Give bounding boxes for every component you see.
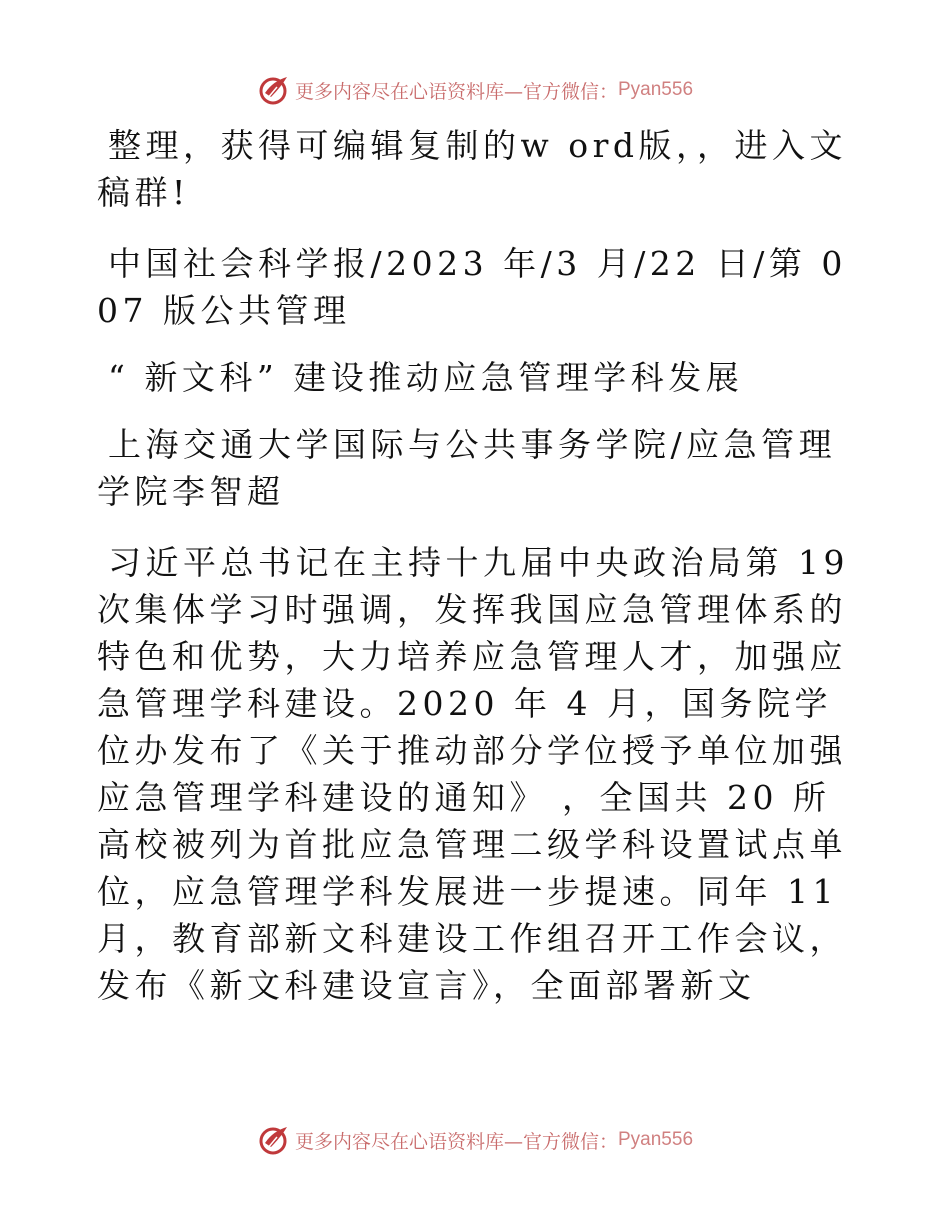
footer-watermark bbox=[0, 1120, 950, 1160]
watermark-wechat-id: Pyan556 bbox=[618, 79, 694, 100]
watermark-wechat-id: Pyan556 bbox=[618, 1129, 694, 1150]
quill-logo-icon bbox=[257, 1123, 291, 1157]
intro-text: 整理，获得可编辑复制的w ord版，，进入文稿群! bbox=[97, 126, 848, 212]
source-line: 中国社会科学报/2023 年/3 月/22 日/第 007 版公共管理 bbox=[97, 244, 847, 330]
body-paragraph: 习近平总书记在主持十九届中央政治局第 19 次集体学习时强调，发挥我国应急管理体系的特色和优势，大力培养应急管理人才，加强应急管理学科建设。2020 年 4 月，国务院学位办发布了《关于推动部分学位授予单位加强应急管理学科建设的通知》 ，全国共 20 所高校被列为首批应急管理二级学科设置试点单位，应急管理学科发展进一步提速。同年 11 月，教育部新文科建设工作组召开工作会议，发布《新文科建设宣言》，全面部署新文 bbox=[97, 543, 849, 1005]
watermark-site-text: 更多内容尽在心语资料库—官方微信： bbox=[294, 80, 618, 103]
watermark-site-text: 更多内容尽在心语资料库—官方微信： bbox=[294, 1130, 618, 1153]
author-line: 上海交通大学国际与公共事务学院/应急管理学院李智超 bbox=[97, 425, 837, 511]
article-title: “ 新文科” 建设推动应急管理学科发展 bbox=[108, 358, 744, 397]
header-watermark bbox=[0, 70, 950, 110]
quill-logo-icon bbox=[257, 73, 291, 107]
document-body bbox=[97, 122, 852, 1009]
